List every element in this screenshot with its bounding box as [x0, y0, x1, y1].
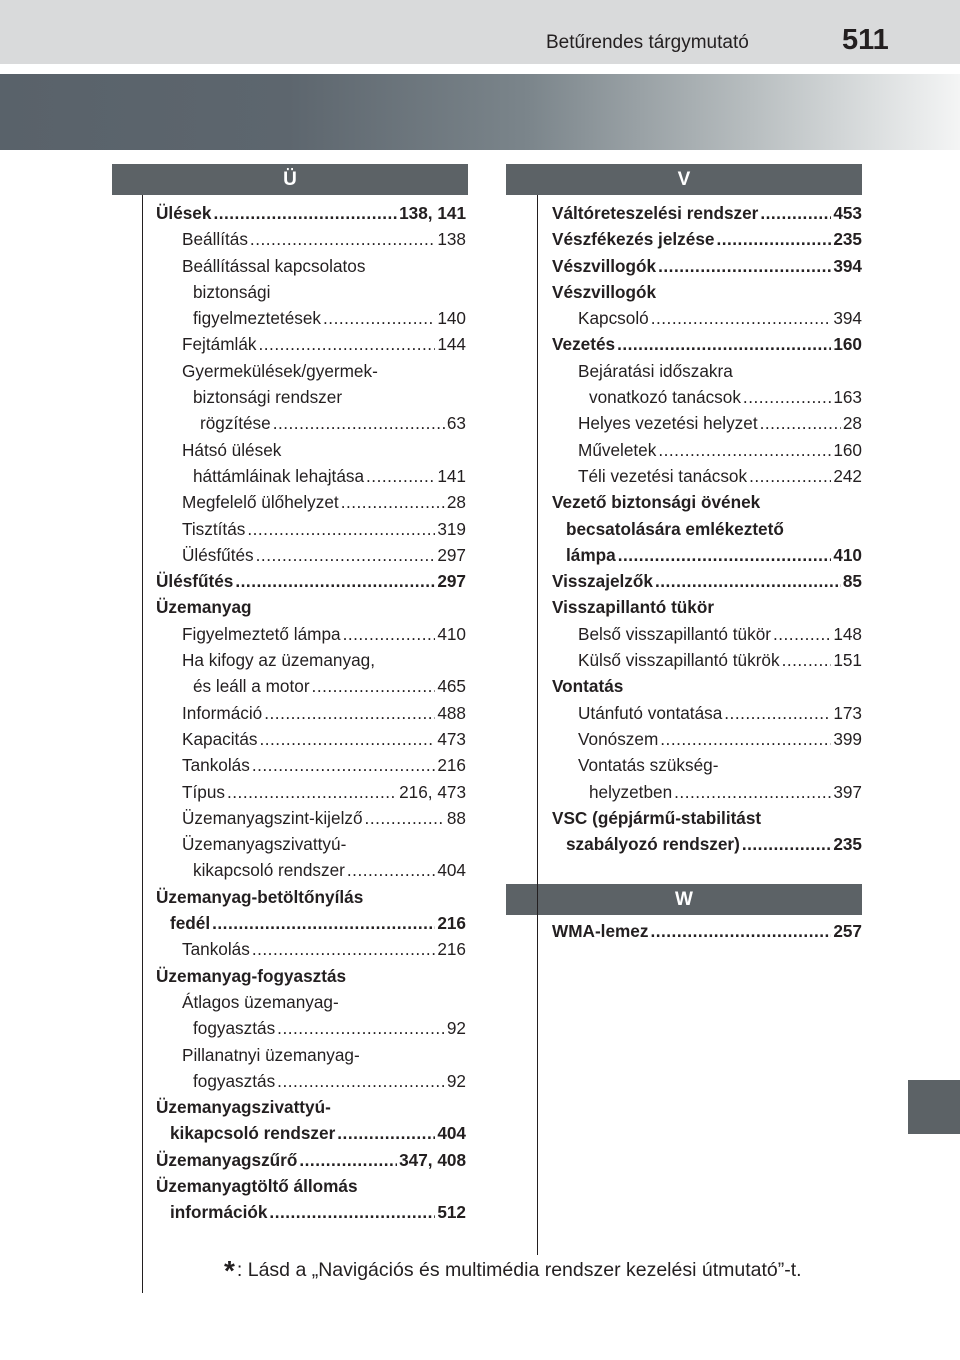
- dot-leader: [273, 410, 445, 436]
- index-term: vonatkozó tanácsok: [589, 387, 741, 408]
- page-reference: 85: [842, 571, 862, 592]
- page-reference: 163: [833, 387, 862, 408]
- index-entry: [552, 831, 862, 857]
- index-term: Beállítással kapcsolatos: [182, 255, 366, 276]
- index-term: Gyermekülések/gyermek-: [182, 360, 378, 381]
- dot-leader: [742, 831, 831, 857]
- index-term: Ha kifogy az üzemanyag,: [182, 650, 375, 671]
- index-term: biztonsági: [193, 281, 271, 302]
- dot-leader: [235, 568, 435, 594]
- dot-leader: [674, 779, 831, 805]
- index-term: Ülésfűtés: [156, 571, 234, 592]
- page-reference: 319: [437, 518, 466, 539]
- dot-leader: [212, 910, 435, 936]
- page-reference: 453: [833, 203, 862, 223]
- index-column-right: [552, 200, 862, 857]
- index-entry: [156, 726, 466, 752]
- index-term: Belső visszapillantó tükör: [578, 623, 771, 644]
- index-term: Tankolás: [182, 755, 250, 776]
- index-term: fedél: [170, 913, 211, 934]
- index-term: lámpa: [566, 544, 616, 565]
- dot-leader: [658, 253, 831, 279]
- index-entry: [552, 463, 862, 489]
- index-term: Külső visszapillantó tükrök: [578, 650, 780, 671]
- index-entry: [552, 779, 862, 805]
- index-column-w: [552, 918, 862, 944]
- header-banner: [0, 74, 960, 150]
- dot-leader: [312, 673, 436, 699]
- index-term: Ülések: [156, 203, 212, 223]
- page-reference: 235: [833, 229, 862, 250]
- index-term: információk: [170, 1202, 268, 1223]
- footnote: [224, 1255, 802, 1287]
- index-entry: [156, 437, 466, 463]
- index-term: Vezető biztonsági övének: [552, 492, 761, 513]
- index-entry: [156, 831, 466, 857]
- page-reference: 473: [437, 728, 466, 749]
- index-term: Üzemanyag-betöltőnyílás: [156, 886, 364, 907]
- index-term: Helyes vezetési helyzet: [578, 413, 758, 434]
- index-term: Üzemanyag: [156, 597, 252, 618]
- dot-leader: [213, 200, 397, 226]
- index-entry: [156, 1042, 466, 1068]
- index-term: Információ: [182, 702, 263, 723]
- page-reference: 92: [446, 1070, 466, 1091]
- index-term: Műveletek: [578, 439, 657, 460]
- dot-leader: [782, 647, 832, 673]
- left-column-rule: [142, 195, 143, 1293]
- index-term: fogyasztás: [193, 1070, 276, 1091]
- page-reference: 160: [833, 334, 862, 355]
- index-term: Tisztítás: [182, 518, 246, 539]
- index-entry: [156, 752, 466, 778]
- index-term: Beállítás: [182, 229, 248, 250]
- dot-leader: [724, 700, 831, 726]
- page-reference: 410: [833, 544, 862, 565]
- index-term: Bejáratási időszakra: [578, 360, 733, 381]
- index-entry: [156, 1199, 466, 1225]
- dot-leader: [651, 305, 832, 331]
- index-entry: [156, 253, 466, 279]
- index-term: Üzemanyagszint-kijelző: [182, 807, 363, 828]
- index-term: Visszajelzők: [552, 571, 653, 592]
- page-reference: 399: [833, 728, 862, 749]
- index-term: Fejtámlák: [182, 334, 257, 355]
- page-reference: 144: [437, 334, 466, 355]
- dot-leader: [264, 700, 435, 726]
- index-entry: [156, 936, 466, 962]
- page-reference: 173: [833, 702, 862, 723]
- index-entry: [156, 673, 466, 699]
- page-reference: 512: [437, 1202, 466, 1223]
- page-reference: 410: [437, 623, 466, 644]
- index-entry: [156, 305, 466, 331]
- page-reference: 297: [437, 571, 466, 592]
- dot-leader: [655, 568, 841, 594]
- section-header-w: W: [506, 884, 862, 915]
- dot-leader: [259, 726, 435, 752]
- dot-leader: [247, 516, 435, 542]
- index-term: WMA-lemez: [552, 921, 649, 941]
- index-entry: [156, 805, 466, 831]
- index-entry: [156, 1120, 466, 1146]
- index-entry: [552, 253, 862, 279]
- page-reference: 465: [437, 676, 466, 697]
- index-entry: [156, 963, 466, 989]
- dot-leader: [259, 331, 436, 357]
- index-term: és leáll a motor: [193, 676, 310, 697]
- index-term: kikapcsoló rendszer: [193, 860, 345, 881]
- index-term: Kapacitás: [182, 728, 258, 749]
- index-term: Hátsó ülések: [182, 439, 282, 460]
- dot-leader: [252, 752, 435, 778]
- page-reference: 242: [833, 465, 862, 486]
- index-entry: [156, 410, 466, 436]
- index-entry: [552, 489, 862, 515]
- index-entry: [156, 989, 466, 1015]
- index-entry: [156, 568, 466, 594]
- dot-leader: [618, 542, 832, 568]
- index-term: fogyasztás: [193, 1018, 276, 1039]
- index-term: biztonsági rendszer: [193, 387, 343, 408]
- index-entry: [156, 1147, 466, 1173]
- page-reference: 257: [833, 921, 862, 941]
- index-entry: [156, 1068, 466, 1094]
- dot-leader: [660, 726, 831, 752]
- index-entry: [156, 1173, 466, 1199]
- index-term: becsatolására emlékeztető: [566, 518, 784, 539]
- index-entry: [156, 647, 466, 673]
- index-entry: [552, 726, 862, 752]
- page-reference: 160: [833, 439, 862, 460]
- index-entry: [552, 594, 862, 620]
- dot-leader: [252, 936, 435, 962]
- index-entry: [552, 200, 862, 226]
- header-title: Betűrendes tárgymutató: [546, 32, 749, 53]
- index-term: Átlagos üzemanyag-: [182, 991, 339, 1012]
- dot-leader: [256, 542, 436, 568]
- page-reference: 138, 141: [399, 203, 466, 223]
- index-term: háttámláinak lehajtása: [193, 465, 365, 486]
- index-entry: [156, 621, 466, 647]
- index-term: Utánfutó vontatása: [578, 702, 723, 723]
- dot-leader: [760, 410, 841, 436]
- index-term: Visszapillantó tükör: [552, 597, 715, 618]
- section-header-u: Ü: [112, 164, 468, 195]
- section-header-v: V: [506, 164, 862, 195]
- index-entry: [156, 700, 466, 726]
- dot-leader: [337, 1120, 435, 1146]
- index-entry: [156, 884, 466, 910]
- dot-leader: [617, 331, 831, 357]
- index-term: Vontatás szükség-: [578, 755, 719, 776]
- index-term: Üzemanyagtöltő állomás: [156, 1175, 358, 1196]
- index-column-left: [156, 200, 466, 1226]
- index-entry: [552, 384, 862, 410]
- index-entry: [552, 700, 862, 726]
- index-term: Vészvillogók: [552, 281, 657, 302]
- dot-leader: [366, 463, 435, 489]
- dot-leader: [269, 1199, 435, 1225]
- index-term: Vezetés: [552, 334, 616, 355]
- index-entry: [552, 752, 862, 778]
- index-term: Üzemanyag-fogyasztás: [156, 965, 347, 986]
- index-entry: [156, 779, 466, 805]
- page-reference: 404: [437, 860, 466, 881]
- dot-leader: [250, 226, 435, 252]
- index-entry: [156, 857, 466, 883]
- top-header-bar: [0, 0, 960, 64]
- index-term: Vonószem: [578, 728, 659, 749]
- page-reference: 488: [437, 702, 466, 723]
- index-entry: [552, 279, 862, 305]
- dot-leader: [365, 805, 445, 831]
- index-term: Megfelelő ülőhelyzet: [182, 492, 339, 513]
- index-entry: [156, 463, 466, 489]
- index-entry: [156, 516, 466, 542]
- page-reference: 148: [833, 623, 862, 644]
- page-reference: 140: [437, 308, 466, 329]
- index-entry: [156, 331, 466, 357]
- index-entry: [552, 673, 862, 699]
- dot-leader: [716, 226, 831, 252]
- index-term: VSC (gépjármű-stabilitást: [552, 807, 762, 828]
- index-entry: [552, 542, 862, 568]
- page-reference: 216: [437, 755, 466, 776]
- index-entry: [552, 621, 862, 647]
- page-reference: 151: [833, 650, 862, 671]
- index-term: Téli vezetési tanácsok: [578, 465, 748, 486]
- index-entry: [156, 384, 466, 410]
- index-entry: [156, 226, 466, 252]
- index-entry: [156, 489, 466, 515]
- index-entry: [552, 568, 862, 594]
- dot-leader: [323, 305, 435, 331]
- page-reference: 394: [833, 308, 862, 329]
- page-reference: 235: [833, 834, 862, 855]
- thumb-index-tab: [908, 1080, 960, 1134]
- dot-leader: [650, 918, 831, 944]
- index-term: Vontatás: [552, 676, 624, 697]
- index-entry: [552, 331, 862, 357]
- page-reference: 141: [437, 465, 466, 486]
- index-entry: [552, 437, 862, 463]
- page-reference: 88: [446, 807, 466, 828]
- page-reference: 63: [446, 413, 466, 434]
- dot-leader: [743, 384, 831, 410]
- index-term: Figyelmeztető lámpa: [182, 623, 341, 644]
- index-entry: [156, 594, 466, 620]
- dot-leader: [299, 1147, 397, 1173]
- page-reference: 28: [842, 413, 862, 434]
- index-term: Üzemanyagszivattyú-: [182, 834, 347, 855]
- index-entry: [156, 910, 466, 936]
- index-term: Típus: [182, 781, 225, 802]
- index-term: helyzetben: [589, 781, 673, 802]
- center-column-rule: [537, 195, 538, 1255]
- index-entry: [156, 1015, 466, 1041]
- index-term: Vészfékezés jelzése: [552, 229, 715, 250]
- page-reference: 92: [446, 1018, 466, 1039]
- index-term: Pillanatnyi üzemanyag-: [182, 1044, 360, 1065]
- index-term: Üzemanyagszivattyú-: [156, 1097, 331, 1118]
- page-reference: 394: [833, 255, 862, 276]
- index-entry: [552, 410, 862, 436]
- dot-leader: [749, 463, 831, 489]
- page-reference: 216: [437, 913, 466, 934]
- index-term: Vészvillogók: [552, 255, 657, 276]
- page-reference: 347, 408: [399, 1149, 466, 1170]
- page-reference: 216: [437, 939, 466, 960]
- index-entry: [552, 516, 862, 542]
- footnote-text: : Lásd a „Navigációs és multimédia rendszer kezelési útmutató”-t.: [236, 1259, 802, 1281]
- index-entry: [156, 358, 466, 384]
- index-entry: [552, 305, 862, 331]
- index-entry: [552, 647, 862, 673]
- index-entry: [156, 200, 466, 226]
- index-term: Ülésfűtés: [182, 544, 254, 565]
- index-entry: [552, 805, 862, 831]
- index-term: kikapcsoló rendszer: [170, 1123, 336, 1144]
- dot-leader: [760, 200, 831, 226]
- dot-leader: [773, 621, 831, 647]
- index-term: Váltóreteszelési rendszer: [552, 203, 759, 223]
- page-reference: 216, 473: [399, 781, 466, 802]
- index-term: rögzítése: [200, 413, 271, 434]
- page-reference: 138: [437, 229, 466, 250]
- page-number: 511: [842, 24, 889, 56]
- dot-leader: [347, 857, 435, 883]
- index-entry: [552, 226, 862, 252]
- index-term: Üzemanyagszűrő: [156, 1149, 298, 1170]
- page-reference: 28: [446, 492, 466, 513]
- page-reference: 404: [437, 1123, 466, 1144]
- dot-leader: [277, 1015, 445, 1041]
- dot-leader: [277, 1068, 445, 1094]
- page-reference: 297: [437, 544, 466, 565]
- index-entry: [156, 279, 466, 305]
- page-reference: 397: [833, 781, 862, 802]
- dot-leader: [343, 621, 436, 647]
- index-term: figyelmeztetések: [193, 308, 322, 329]
- dot-leader: [341, 489, 445, 515]
- index-entry: [156, 542, 466, 568]
- dot-leader: [658, 437, 831, 463]
- index-term: Tankolás: [182, 939, 250, 960]
- footnote-star: *: [224, 1255, 235, 1286]
- index-term: Kapcsoló: [578, 308, 649, 329]
- index-term: szabályozó rendszer): [566, 834, 740, 855]
- index-entry: [552, 918, 862, 944]
- index-entry: [156, 1094, 466, 1120]
- dot-leader: [227, 779, 397, 805]
- index-entry: [552, 358, 862, 384]
